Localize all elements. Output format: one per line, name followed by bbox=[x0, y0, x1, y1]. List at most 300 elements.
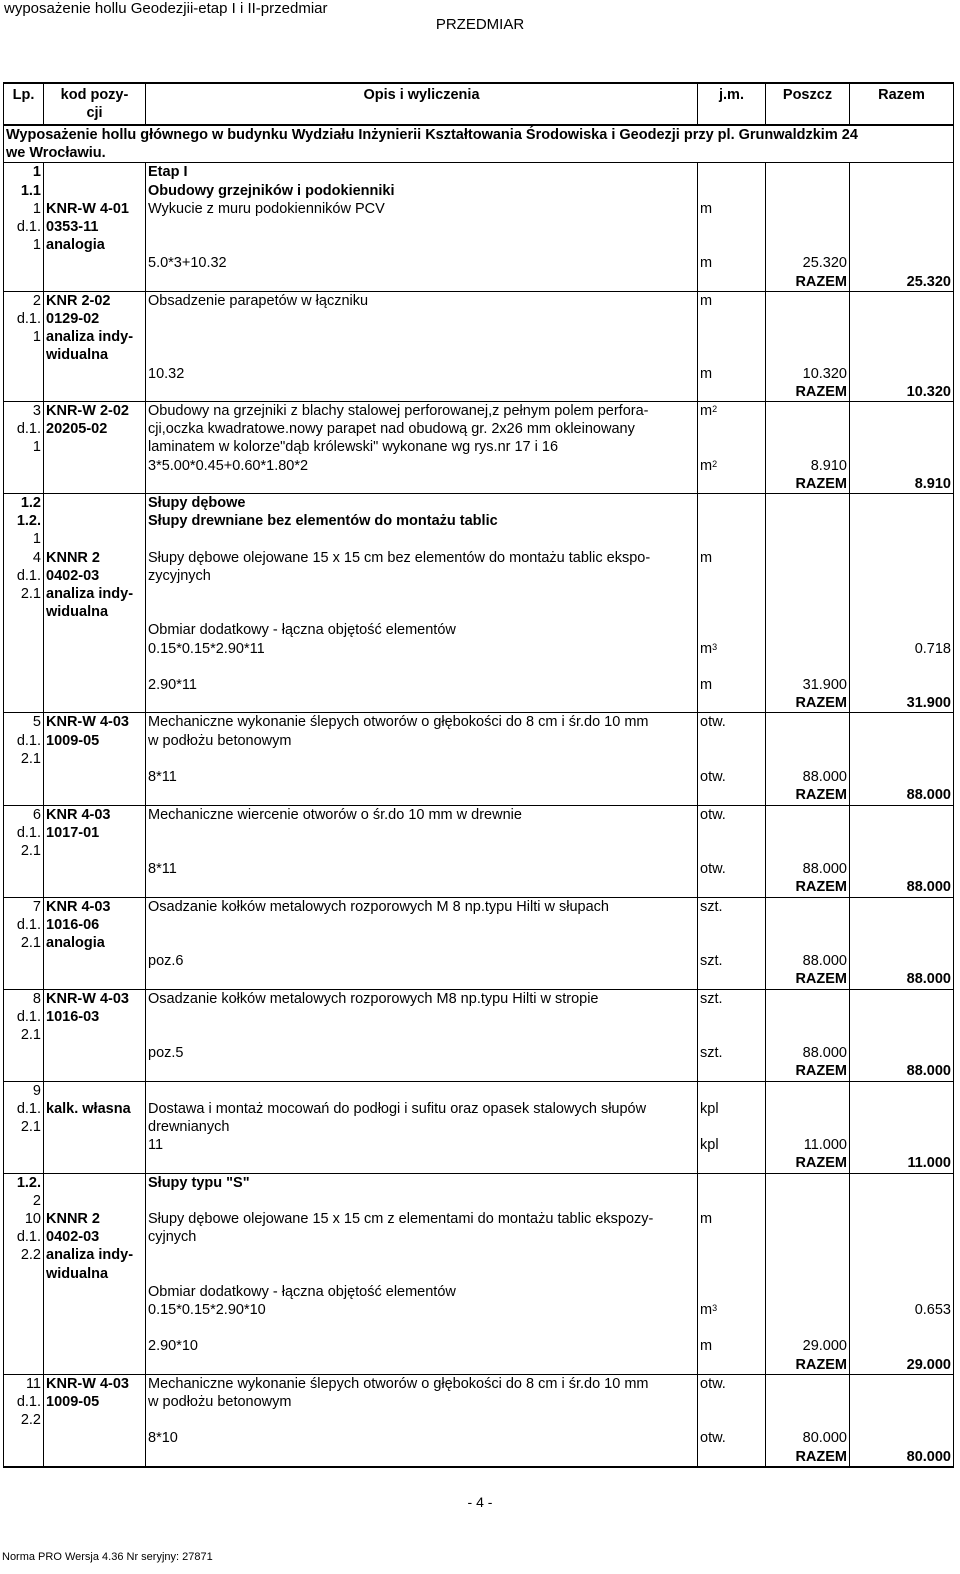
cell-poszcz bbox=[766, 1319, 850, 1337]
cell-opis: poz.5 bbox=[146, 1044, 698, 1062]
cell-kod bbox=[44, 383, 146, 402]
cell-kod bbox=[44, 842, 146, 860]
cell-lp: d.1. bbox=[4, 1393, 44, 1411]
cell-poszcz: 80.000 bbox=[766, 1429, 850, 1447]
table-row bbox=[4, 144, 954, 163]
cell-razem bbox=[850, 1265, 954, 1283]
cell-opis bbox=[146, 1192, 698, 1210]
cell-jm bbox=[698, 878, 766, 897]
cell-opis: Wykucie z muru podokienników PCV bbox=[146, 200, 698, 218]
cell-poszcz: 8.910 bbox=[766, 457, 850, 475]
cell-opis: zycyjnych bbox=[146, 567, 698, 585]
cell-kod bbox=[44, 1429, 146, 1447]
cell-lp: 1 bbox=[4, 438, 44, 456]
table-row bbox=[4, 310, 954, 328]
cell-poszcz bbox=[766, 1100, 850, 1118]
cell-opis bbox=[146, 694, 698, 713]
cell-jm bbox=[698, 658, 766, 676]
cell-jm bbox=[698, 475, 766, 494]
cell-opis bbox=[146, 1356, 698, 1375]
cell-razem: 31.900 bbox=[850, 694, 954, 713]
table-body bbox=[4, 125, 954, 1467]
cell-jm bbox=[698, 1319, 766, 1337]
cell-razem bbox=[850, 1283, 954, 1301]
cell-poszcz bbox=[766, 530, 850, 548]
unit-text: m bbox=[700, 457, 713, 474]
cell-lp bbox=[4, 603, 44, 621]
table-row bbox=[4, 805, 954, 824]
cell-lp: 11 bbox=[4, 1374, 44, 1393]
cell-kod: 0402-03 bbox=[44, 567, 146, 585]
cell-opis bbox=[146, 878, 698, 897]
table-row bbox=[4, 494, 954, 513]
table-row bbox=[4, 1393, 954, 1411]
header-kod-line1: kod pozy- bbox=[60, 87, 129, 103]
cell-poszcz bbox=[766, 1228, 850, 1246]
cell-poszcz bbox=[766, 163, 850, 182]
cell-razem bbox=[850, 585, 954, 603]
cell-poszcz: RAZEM bbox=[766, 1356, 850, 1375]
cell-lp: 4 bbox=[4, 549, 44, 567]
cell-kod bbox=[44, 494, 146, 513]
cell-jm bbox=[698, 1008, 766, 1026]
table-row bbox=[4, 365, 954, 383]
cell-opis: poz.6 bbox=[146, 952, 698, 970]
cell-razem bbox=[850, 457, 954, 475]
cell-lp bbox=[4, 1265, 44, 1283]
cell-kod: analogia bbox=[44, 934, 146, 952]
cell-kod: 1016-03 bbox=[44, 1008, 146, 1026]
table-row bbox=[4, 567, 954, 585]
cell-poszcz: RAZEM bbox=[766, 475, 850, 494]
table-row bbox=[4, 1301, 954, 1319]
cell-poszcz bbox=[766, 1246, 850, 1264]
table-row bbox=[4, 512, 954, 530]
cell-poszcz bbox=[766, 1210, 850, 1228]
cell-lp bbox=[4, 860, 44, 878]
cell-kod bbox=[44, 163, 146, 182]
cell-jm: m bbox=[698, 676, 766, 694]
cell-jm bbox=[698, 1173, 766, 1192]
table-row bbox=[4, 1246, 954, 1264]
cell-kod: analiza indy- bbox=[44, 328, 146, 346]
table-row bbox=[4, 163, 954, 182]
cell-poszcz: RAZEM bbox=[766, 786, 850, 805]
cell-razem bbox=[850, 291, 954, 310]
cell-poszcz bbox=[766, 658, 850, 676]
cell-opis: 0.15*0.15*2.90*10 bbox=[146, 1301, 698, 1319]
cell-opis: 11 bbox=[146, 1136, 698, 1154]
cell-kod bbox=[44, 1319, 146, 1337]
cell-razem: 88.000 bbox=[850, 878, 954, 897]
document-title: wyposażenie hollu Geodezjii-etap I i II-przedmiar bbox=[4, 0, 328, 17]
cell-lp bbox=[4, 768, 44, 786]
cell-kod bbox=[44, 1283, 146, 1301]
cell-lp bbox=[4, 1429, 44, 1447]
cell-jm bbox=[698, 236, 766, 254]
cell-lp: 1 bbox=[4, 530, 44, 548]
table-row bbox=[4, 989, 954, 1008]
cell-poszcz bbox=[766, 1173, 850, 1192]
cell-kod: analiza indy- bbox=[44, 585, 146, 603]
cell-razem: 88.000 bbox=[850, 786, 954, 805]
cell-lp: 1.2 bbox=[4, 494, 44, 513]
cell-opis: 3*5.00*0.45+0.60*1.80*2 bbox=[146, 457, 698, 475]
page-number: - 4 - bbox=[467, 1494, 493, 1510]
table-row bbox=[4, 676, 954, 694]
cell-lp bbox=[4, 1301, 44, 1319]
cell-lp bbox=[4, 1319, 44, 1337]
cell-jm bbox=[698, 273, 766, 292]
cell-jm bbox=[698, 1265, 766, 1283]
cell-kod bbox=[44, 1301, 146, 1319]
cell-poszcz bbox=[766, 585, 850, 603]
cell-kod bbox=[44, 1118, 146, 1136]
cell-jm: szt. bbox=[698, 989, 766, 1008]
cell-jm bbox=[698, 512, 766, 530]
cell-opis bbox=[146, 842, 698, 860]
cell-razem bbox=[850, 200, 954, 218]
cell-jm: m bbox=[698, 200, 766, 218]
cell-poszcz: RAZEM bbox=[766, 383, 850, 402]
cell-lp: d.1. bbox=[4, 916, 44, 934]
cell-jm bbox=[698, 916, 766, 934]
cell-kod: KNR-W 4-03 bbox=[44, 1374, 146, 1393]
cell-opis bbox=[146, 1026, 698, 1044]
cell-kod bbox=[44, 694, 146, 713]
cell-lp: 2.1 bbox=[4, 750, 44, 768]
table-row bbox=[4, 328, 954, 346]
cell-poszcz bbox=[766, 989, 850, 1008]
cell-kod: 0129-02 bbox=[44, 310, 146, 328]
cell-opis bbox=[146, 1008, 698, 1026]
cell-opis: Obmiar dodatkowy - łączna objętość elementów bbox=[146, 1283, 698, 1301]
cell-opis bbox=[146, 970, 698, 989]
cell-opis bbox=[146, 346, 698, 364]
cell-razem bbox=[850, 603, 954, 621]
cell-jm bbox=[698, 786, 766, 805]
cell-opis: Mechaniczne wykonanie ślepych otworów o głębokości do 8 cm i śr.do 10 mm bbox=[146, 713, 698, 732]
cell-opis bbox=[146, 1448, 698, 1467]
cell-lp: 1 bbox=[4, 200, 44, 218]
cell-kod: widualna bbox=[44, 1265, 146, 1283]
table-row bbox=[4, 346, 954, 364]
cell-jm bbox=[698, 934, 766, 952]
table-row bbox=[4, 585, 954, 603]
cell-poszcz bbox=[766, 1192, 850, 1210]
table-row bbox=[4, 750, 954, 768]
cell-opis bbox=[146, 585, 698, 603]
cell-poszcz bbox=[766, 1393, 850, 1411]
cell-lp: 9 bbox=[4, 1081, 44, 1100]
cell-jm bbox=[698, 1026, 766, 1044]
cell-kod bbox=[44, 475, 146, 494]
cell-lp: 10 bbox=[4, 1210, 44, 1228]
cell-jm bbox=[698, 824, 766, 842]
cell-razem: 88.000 bbox=[850, 1062, 954, 1081]
table-row bbox=[4, 1192, 954, 1210]
cell-jm bbox=[698, 346, 766, 364]
cell-kod bbox=[44, 1136, 146, 1154]
cell-poszcz: 88.000 bbox=[766, 768, 850, 786]
cell-poszcz: RAZEM bbox=[766, 1062, 850, 1081]
cell-opis: Słupy typu "S" bbox=[146, 1173, 698, 1192]
cell-kod bbox=[44, 457, 146, 475]
cell-opis bbox=[146, 1319, 698, 1337]
table-row bbox=[4, 1448, 954, 1467]
cell-poszcz bbox=[766, 1008, 850, 1026]
cell-opis: Słupy dębowe olejowane 15 x 15 cm z elementami do montażu tablic ekspozy- bbox=[146, 1210, 698, 1228]
cell-opis bbox=[146, 310, 698, 328]
cell-kod bbox=[44, 1356, 146, 1375]
table-row bbox=[4, 1374, 954, 1393]
table-row bbox=[4, 1026, 954, 1044]
cell-razem bbox=[850, 549, 954, 567]
cell-opis: w podłożu betonowym bbox=[146, 1393, 698, 1411]
cell-kod bbox=[44, 970, 146, 989]
cell-opis bbox=[146, 1081, 698, 1100]
cell-lp bbox=[4, 1356, 44, 1375]
cell-razem bbox=[850, 989, 954, 1008]
table-row bbox=[4, 934, 954, 952]
header-razem: Razem bbox=[850, 83, 954, 125]
cell-kod: kalk. własna bbox=[44, 1100, 146, 1118]
cell-poszcz: RAZEM bbox=[766, 1448, 850, 1467]
table-row bbox=[4, 897, 954, 916]
table-row bbox=[4, 768, 954, 786]
cell-lp: 2 bbox=[4, 1192, 44, 1210]
cell-lp bbox=[4, 1448, 44, 1467]
cell-lp bbox=[4, 475, 44, 494]
cell-lp bbox=[4, 676, 44, 694]
cell-kod: widualna bbox=[44, 346, 146, 364]
cell-razem bbox=[850, 512, 954, 530]
header-jm: j.m. bbox=[698, 83, 766, 125]
cell-poszcz: 88.000 bbox=[766, 1044, 850, 1062]
cell-razem bbox=[850, 916, 954, 934]
cell-kod bbox=[44, 676, 146, 694]
cell-razem bbox=[850, 1026, 954, 1044]
table-row bbox=[4, 1081, 954, 1100]
cell-kod bbox=[44, 952, 146, 970]
cell-opis bbox=[146, 658, 698, 676]
cell-kod bbox=[44, 512, 146, 530]
cell-kod bbox=[44, 621, 146, 639]
cell-jm bbox=[698, 1062, 766, 1081]
cell-razem: 0.653 bbox=[850, 1301, 954, 1319]
cell-jm bbox=[698, 1192, 766, 1210]
cell-kod bbox=[44, 1448, 146, 1467]
cell-lp bbox=[4, 1283, 44, 1301]
cell-razem bbox=[850, 567, 954, 585]
section-title: we Wrocławiu. bbox=[4, 144, 954, 163]
cell-poszcz bbox=[766, 494, 850, 513]
cell-opis bbox=[146, 750, 698, 768]
cell-poszcz bbox=[766, 310, 850, 328]
cell-jm bbox=[698, 603, 766, 621]
cell-jm bbox=[698, 1081, 766, 1100]
cell-kod bbox=[44, 750, 146, 768]
cell-lp bbox=[4, 1337, 44, 1355]
cell-poszcz bbox=[766, 732, 850, 750]
cell-lp: 2.1 bbox=[4, 1118, 44, 1136]
cell-opis: 8*11 bbox=[146, 860, 698, 878]
cell-opis: 2.90*10 bbox=[146, 1337, 698, 1355]
cell-opis: 5.0*3+10.32 bbox=[146, 254, 698, 272]
cell-jm bbox=[698, 621, 766, 639]
cell-poszcz bbox=[766, 291, 850, 310]
cell-jm bbox=[698, 182, 766, 200]
cell-lp: 8 bbox=[4, 989, 44, 1008]
cell-razem bbox=[850, 365, 954, 383]
cell-razem bbox=[850, 420, 954, 438]
cell-poszcz bbox=[766, 420, 850, 438]
cell-kod: KNNR 2 bbox=[44, 549, 146, 567]
cell-kod bbox=[44, 860, 146, 878]
cell-opis bbox=[146, 1411, 698, 1429]
table-row bbox=[4, 603, 954, 621]
cell-razem bbox=[850, 952, 954, 970]
cell-lp: 2.1 bbox=[4, 585, 44, 603]
cell-jm: otw. bbox=[698, 768, 766, 786]
table-row bbox=[4, 291, 954, 310]
cell-lp: 1.2. bbox=[4, 1173, 44, 1192]
cell-jm bbox=[698, 420, 766, 438]
cell-razem bbox=[850, 934, 954, 952]
cell-opis: drewnianych bbox=[146, 1118, 698, 1136]
cell-jm: kpl bbox=[698, 1100, 766, 1118]
cell-razem bbox=[850, 218, 954, 236]
cell-razem bbox=[850, 824, 954, 842]
cell-lp bbox=[4, 952, 44, 970]
cell-jm: otw. bbox=[698, 1374, 766, 1393]
table-row bbox=[4, 952, 954, 970]
cell-jm: m bbox=[698, 254, 766, 272]
cell-opis bbox=[146, 273, 698, 292]
cell-razem bbox=[850, 658, 954, 676]
cell-kod: KNR 2-02 bbox=[44, 291, 146, 310]
cell-opis: 8*10 bbox=[146, 1429, 698, 1447]
cell-jm: szt. bbox=[698, 1044, 766, 1062]
table-row bbox=[4, 1319, 954, 1337]
table-row bbox=[4, 878, 954, 897]
cell-poszcz bbox=[766, 567, 850, 585]
cell-kod bbox=[44, 182, 146, 200]
cell-razem bbox=[850, 438, 954, 456]
cell-jm bbox=[698, 842, 766, 860]
cell-kod bbox=[44, 1192, 146, 1210]
cell-opis bbox=[146, 236, 698, 254]
cell-opis: Dostawa i montaż mocowań do podłogi i sufitu oraz opasek stalowych słupów bbox=[146, 1100, 698, 1118]
table-row bbox=[4, 438, 954, 456]
cell-lp: 6 bbox=[4, 805, 44, 824]
cell-jm: m bbox=[698, 1210, 766, 1228]
cell-lp: 1 bbox=[4, 163, 44, 182]
cell-lp bbox=[4, 658, 44, 676]
cell-jm bbox=[698, 1411, 766, 1429]
table-row bbox=[4, 402, 954, 421]
cell-opis bbox=[146, 934, 698, 952]
cell-kod: 0402-03 bbox=[44, 1228, 146, 1246]
cell-razem bbox=[850, 1374, 954, 1393]
cell-razem bbox=[850, 310, 954, 328]
cell-lp: 2.1 bbox=[4, 934, 44, 952]
cell-jm bbox=[698, 1228, 766, 1246]
cell-razem: 80.000 bbox=[850, 1448, 954, 1467]
cell-opis: laminatem w kolorze"dąb królewski" wykonane wg rys.nr 17 i 16 bbox=[146, 438, 698, 456]
cell-razem bbox=[850, 897, 954, 916]
cell-jm bbox=[698, 218, 766, 236]
cell-razem bbox=[850, 328, 954, 346]
cell-kod: KNR-W 2-02 bbox=[44, 402, 146, 421]
table-row bbox=[4, 732, 954, 750]
cell-jm: otw. bbox=[698, 805, 766, 824]
cell-razem bbox=[850, 676, 954, 694]
cell-lp: d.1. bbox=[4, 1008, 44, 1026]
cell-razem bbox=[850, 236, 954, 254]
cell-razem: 10.320 bbox=[850, 383, 954, 402]
cell-opis bbox=[146, 218, 698, 236]
cell-opis: Słupy drewniane bez elementów do montażu tablic bbox=[146, 512, 698, 530]
unit-exponent: 3 bbox=[712, 641, 718, 652]
cell-kod bbox=[44, 1173, 146, 1192]
cell-poszcz bbox=[766, 328, 850, 346]
cell-lp: 2.2 bbox=[4, 1246, 44, 1264]
cell-opis bbox=[146, 328, 698, 346]
table-row bbox=[4, 273, 954, 292]
cell-lp bbox=[4, 1136, 44, 1154]
unit-exponent: 3 bbox=[712, 1302, 718, 1313]
cell-lp: 2 bbox=[4, 291, 44, 310]
cell-razem bbox=[850, 621, 954, 639]
cell-opis: Osadzanie kołków metalowych rozporowych M 8 np.typu Hilti w słupach bbox=[146, 897, 698, 916]
cell-jm bbox=[698, 383, 766, 402]
cell-lp: d.1. bbox=[4, 218, 44, 236]
unit-text: m bbox=[700, 1301, 713, 1318]
cell-poszcz: 88.000 bbox=[766, 952, 850, 970]
cell-kod: 1009-05 bbox=[44, 1393, 146, 1411]
cell-opis bbox=[146, 1246, 698, 1264]
cell-jm: otw. bbox=[698, 860, 766, 878]
table-row bbox=[4, 1429, 954, 1447]
header-poszcz: Poszcz bbox=[766, 83, 850, 125]
table-row bbox=[4, 1136, 954, 1154]
cell-lp bbox=[4, 640, 44, 658]
header-kod-line2: cji bbox=[86, 105, 103, 121]
cell-kod bbox=[44, 1337, 146, 1355]
table-row bbox=[4, 694, 954, 713]
cell-poszcz bbox=[766, 1265, 850, 1283]
cell-razem bbox=[850, 1429, 954, 1447]
cell-kod bbox=[44, 878, 146, 897]
cell-opis: cji,oczka kwadratowe.nowy parapet nad obudową gr. 2x26 mm okleinowany bbox=[146, 420, 698, 438]
cell-poszcz bbox=[766, 402, 850, 421]
table-row bbox=[4, 1337, 954, 1355]
cell-lp bbox=[4, 970, 44, 989]
cell-razem bbox=[850, 1136, 954, 1154]
cell-poszcz bbox=[766, 934, 850, 952]
cell-lp bbox=[4, 457, 44, 475]
cell-opis: Obmiar dodatkowy - łączna objętość elementów bbox=[146, 621, 698, 639]
bill-of-quantities-table bbox=[3, 82, 954, 1468]
cell-poszcz: RAZEM bbox=[766, 970, 850, 989]
cell-razem bbox=[850, 1411, 954, 1429]
cell-poszcz bbox=[766, 750, 850, 768]
cell-opis bbox=[146, 786, 698, 805]
cell-poszcz bbox=[766, 438, 850, 456]
cell-jm bbox=[698, 1301, 766, 1319]
cell-razem bbox=[850, 1393, 954, 1411]
